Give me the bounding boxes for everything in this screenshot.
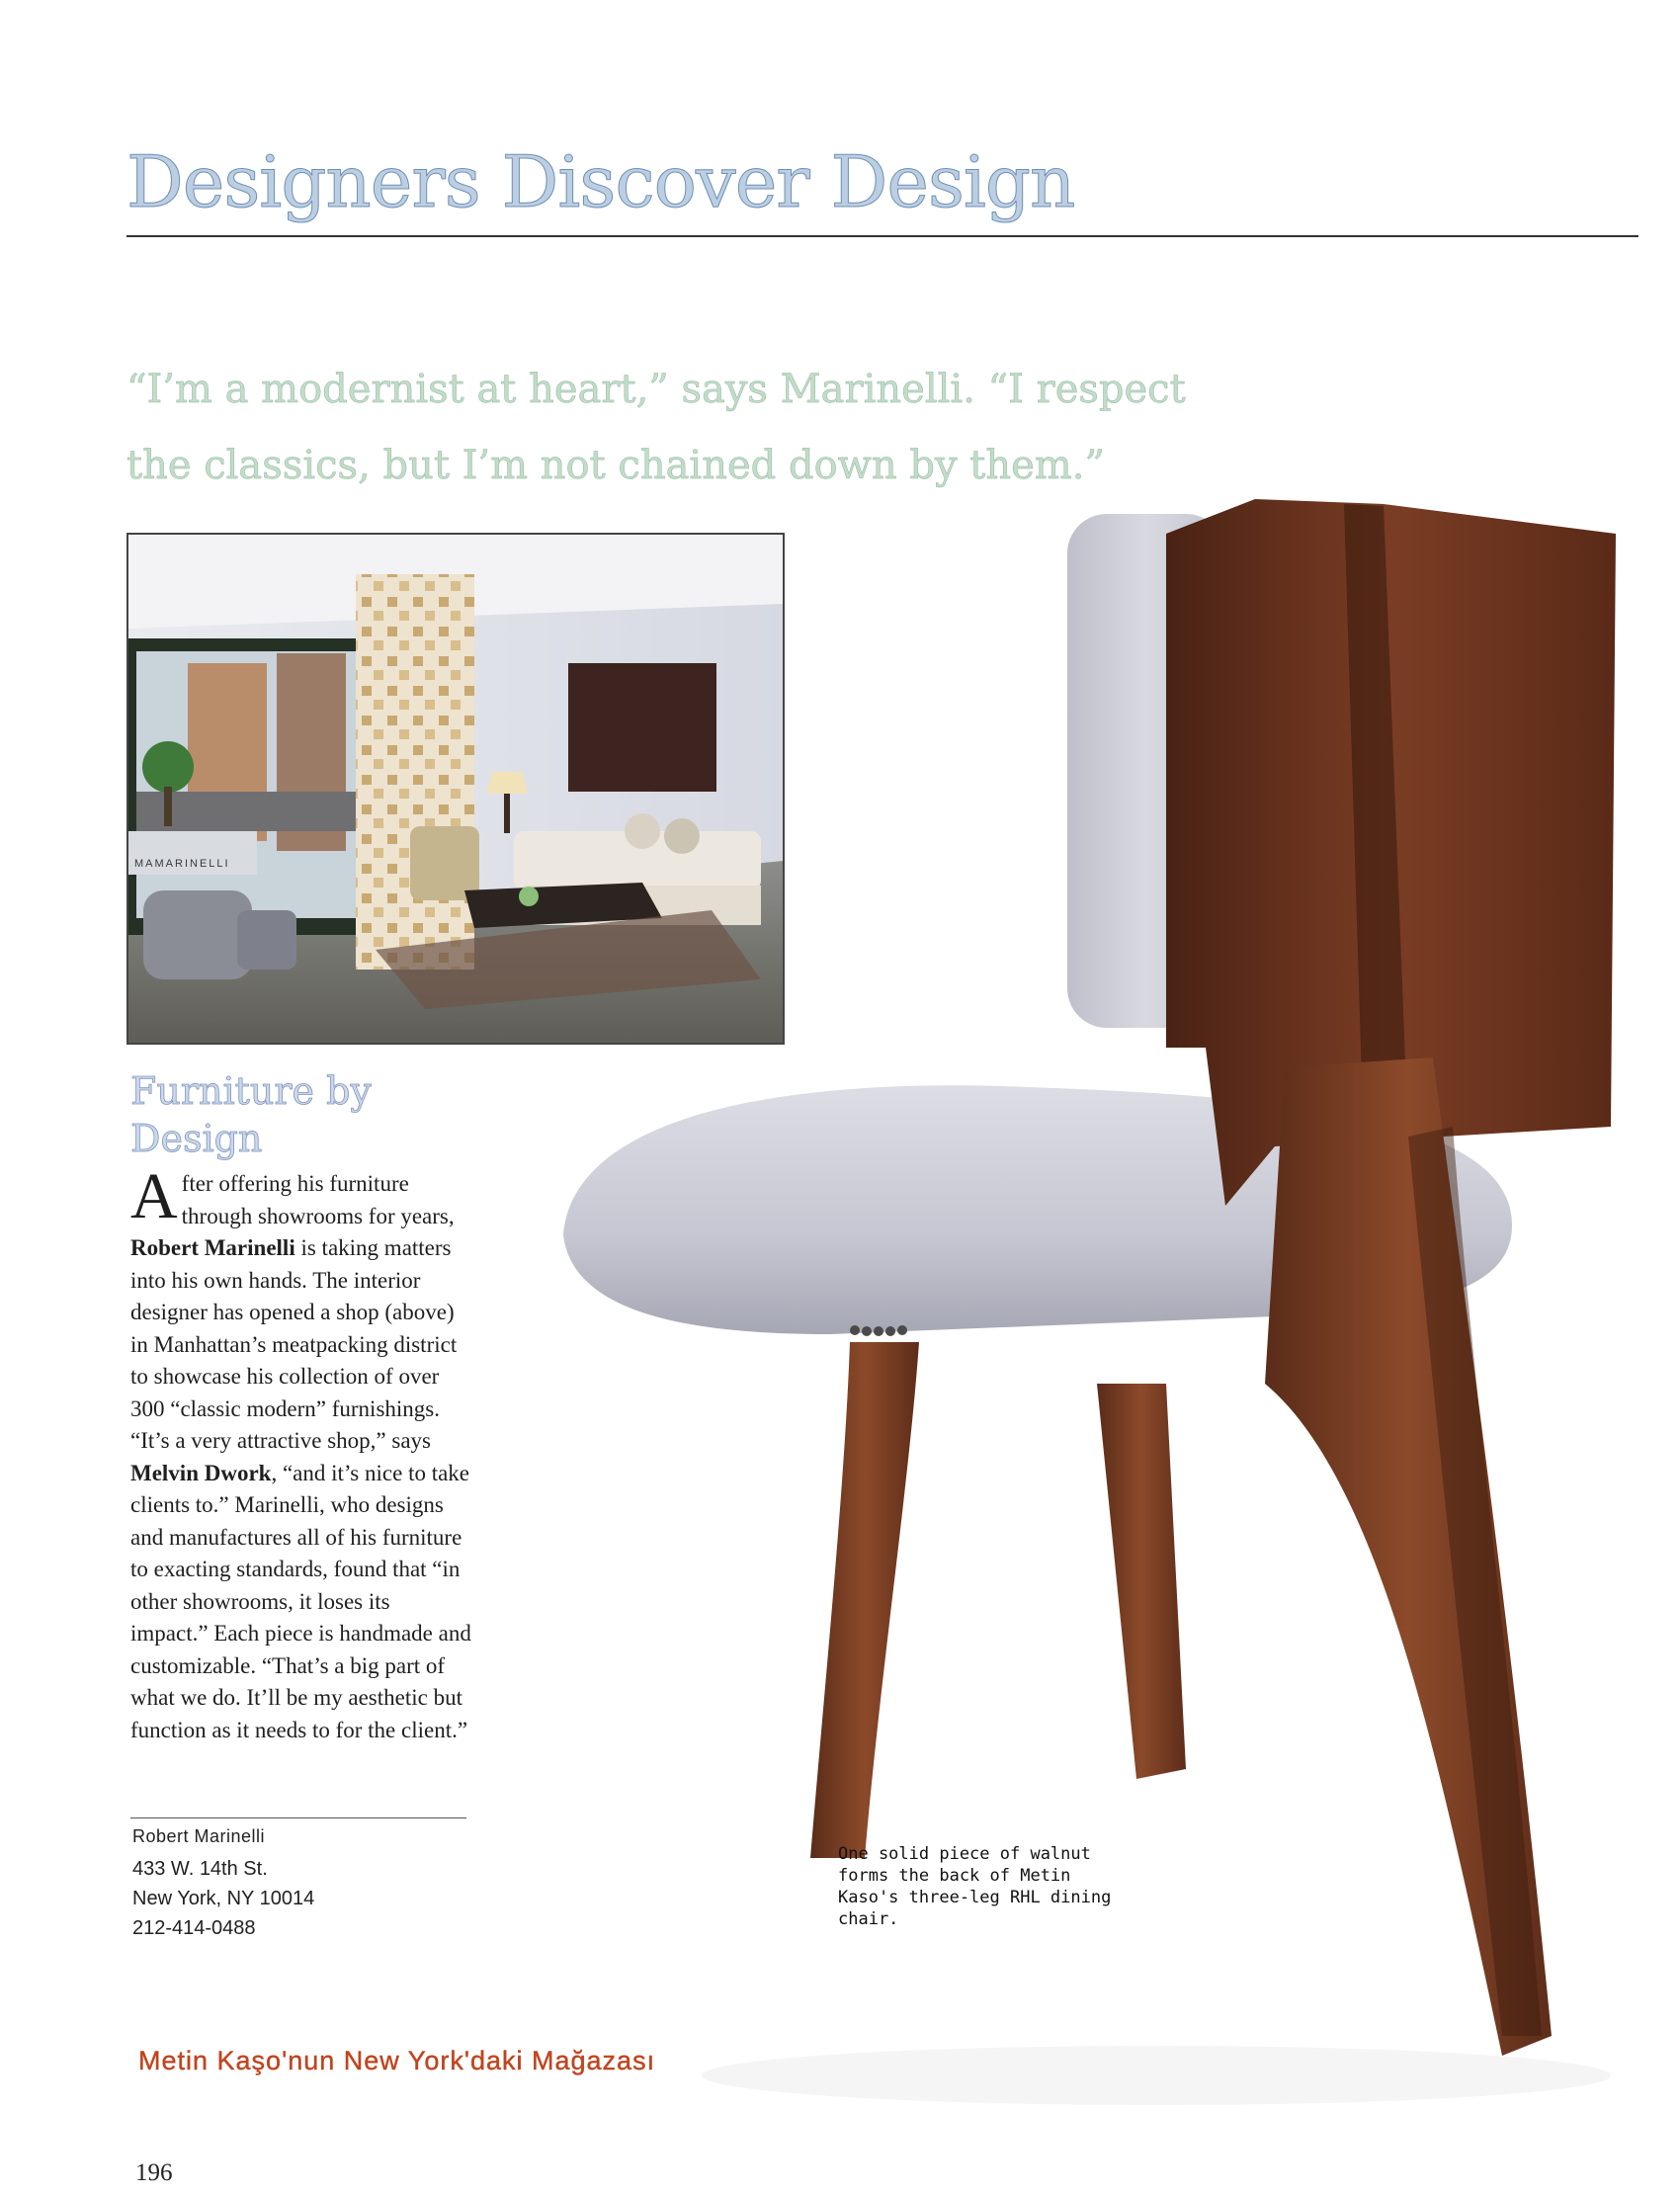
store-footnote: Metin Kaşo'nun New York'daki Mağazası [138, 2046, 656, 2075]
address-street: 433 W. 14th St. [132, 1858, 268, 1880]
storefront-lettering: MAMARINELLI [134, 858, 230, 870]
article-text-1: fter offering his furniture through showrooms for years, [181, 1171, 455, 1228]
section-heading-line-2: Design [130, 1117, 263, 1160]
article-body [130, 1160, 471, 1746]
chair-caption: One solid piece of walnut forms the back of Metin Kaso's three-leg RHL dining chair. [838, 1844, 1112, 1929]
page-number: 196 [135, 2159, 173, 2186]
chair-photo [514, 494, 1660, 2192]
section-heading [130, 1067, 526, 1162]
pull-quote: “I’m a modernist at heart,” says Marinelli. “I respect the classics, but I’m not chained down by them.” [126, 367, 1186, 488]
drop-cap: A [130, 1160, 178, 1232]
address-phone: 212-414-0488 [132, 1917, 256, 1939]
page-headline: Designers Discover Design [126, 140, 1075, 223]
designer-name: Robert Marinelli [130, 1235, 295, 1260]
quoted-name: Melvin Dwork [130, 1460, 272, 1485]
article-text-3: , “and it’s nice to take clients to.” Marinelli, who designs and manufactures all of his furniture to exacting standards, found that “in other showrooms, it loses its impact.” Each piece is handmade and customizable. “That’s a big part of what we do. It’ll be my aesthetic but function as it needs to for the client.” [130, 1460, 471, 1742]
address-rule [130, 1817, 466, 1818]
header-rule [126, 235, 1638, 237]
section-heading-line-1: Furniture by [130, 1069, 372, 1113]
address-city: New York, NY 10014 [132, 1888, 315, 1909]
article-text-2: is taking matters into his own hands. The interior designer has opened a shop (above) in Manhattan’s meatpacking district to showcase his collection of over 300 “classic modern” furnishings. “It’s a very attractive shop,” says [130, 1235, 458, 1453]
address-name: Robert Marinelli [132, 1826, 266, 1846]
